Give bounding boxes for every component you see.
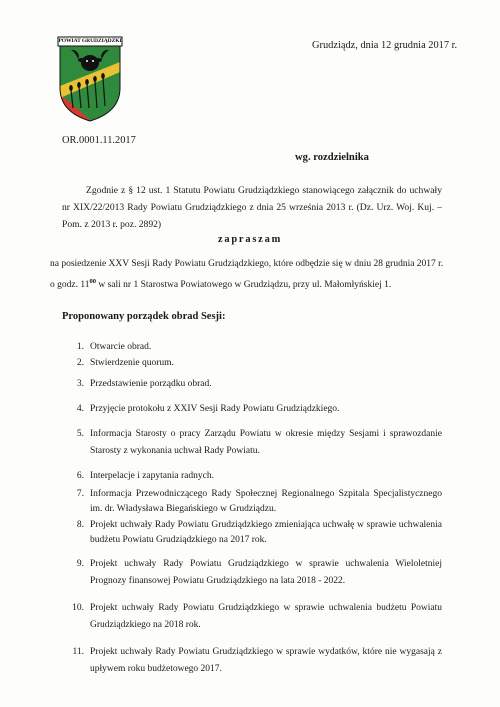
agenda-item-text: Projekt uchwały Rady Powiatu Grudziądzkiego w sprawie uchwalenia Wieloletniej Prognozy finansowej Powiatu Grudziądzkiego na lata 2018 - 2022. [90, 559, 442, 586]
agenda-item-number: 11. [72, 647, 84, 657]
agenda-item [62, 340, 442, 355]
agenda-item-text: Informacja Starosty o pracy Zarządu Powiatu w okresie między Sesjami i sprawozdanie Starosty z wykonania uchwał Rady Powiatu. [90, 429, 442, 456]
agenda-item-number: 1. [76, 342, 84, 352]
invitation-heading: zapraszam [217, 234, 283, 245]
crest-label: POWIAT GRUDZIĄDZKI [58, 38, 122, 44]
agenda-item-number: 7. [76, 489, 84, 499]
agenda-item-number: 5. [76, 429, 84, 439]
agenda-item-text: Przyjęcie protokołu z XXIV Sesji Rady Powiatu Grudziądzkiego. [90, 404, 340, 414]
crest-shield-icon [57, 36, 123, 122]
agenda-item [62, 644, 442, 678]
agenda-item-number: 3. [76, 379, 84, 389]
document-date: Grudziądz, dnia 12 grudnia 2017 r. [312, 40, 458, 51]
intro-text: Zgodnie z § 12 ust. 1 Statutu Powiatu Grudziądzkiego stanowiącego załącznik do uchwały nr XIX/22/2013 Rady Powiatu Grudziądzkiego z dnia 25 września 2013 r. (Dz. Urz. Woj. Kuj. – Pom. z 2013 r. poz. 2892) [62, 185, 442, 230]
agenda-item [62, 469, 442, 484]
agenda-item-number: 10. [72, 603, 84, 613]
agenda-item-text: Informacja Przewodniczącego Rady Społecznej Regionalnego Szpitala Specjalistycznego im. dr. Władysława Biegańskiego w Grudziądzu. [90, 489, 442, 514]
agenda-item [62, 518, 442, 547]
agenda-item-text: Stwierdzenie quorum. [90, 358, 174, 368]
agenda-item-text: Projekt uchwały Rady Powiatu Grudziądzkiego w sprawie wydatków, które nie wygasają z upływem roku budżetowego 2017. [90, 647, 442, 674]
agenda-item-number: 4. [76, 404, 84, 414]
agenda-item-text: Przedstawienie porządku obrad. [90, 379, 212, 389]
session-text-after: w sali nr 1 Starostwa Powiatowego w Grudziądzu, przy ul. Małomłyńskiej 1. [96, 280, 392, 291]
agenda-item-number: 6. [76, 471, 84, 481]
agenda-item-number: 2. [76, 358, 84, 368]
agenda-title: Proponowany porządek obrad Sesji: [62, 311, 226, 322]
intro-paragraph [62, 182, 442, 233]
agenda-item [62, 600, 442, 634]
reference-number: OR.0001.11.2017 [62, 135, 136, 146]
agenda-item-number: 9. [76, 559, 84, 569]
county-crest [57, 36, 123, 122]
agenda-item [62, 377, 442, 392]
session-paragraph [50, 256, 450, 294]
agenda-item [62, 556, 442, 590]
agenda-item-text: Projekt uchwały Rady Powiatu Grudziądzkiego zmieniająca uchwałę w sprawie uchwalenia budżetu Powiatu Grudziądzkiego na 2017 rok. [90, 520, 442, 545]
agenda-item [62, 356, 442, 371]
agenda-item [62, 402, 442, 417]
agenda-item-number: 8. [76, 520, 84, 530]
session-text-before: na posiedzenie XXV Sesji Rady Powiatu Grudziądzkiego, które odbędzie się w dniu 28 grudnia 2017 r. o godz. 11 [50, 259, 444, 291]
agenda-item [62, 426, 442, 460]
session-time-minutes: 00 [89, 278, 96, 285]
agenda-item [62, 487, 442, 516]
agenda-item-text: Interpelacje i zapytania radnych. [90, 471, 214, 481]
agenda-item-text: Projekt uchwały Rady Powiatu Grudziądzkiego w sprawie uchwalenia budżetu Powiatu Grudziądzkiego na 2018 rok. [90, 603, 442, 630]
distribution-note: wg. rozdzielnika [295, 152, 369, 163]
agenda-item-text: Otwarcie obrad. [90, 342, 152, 352]
